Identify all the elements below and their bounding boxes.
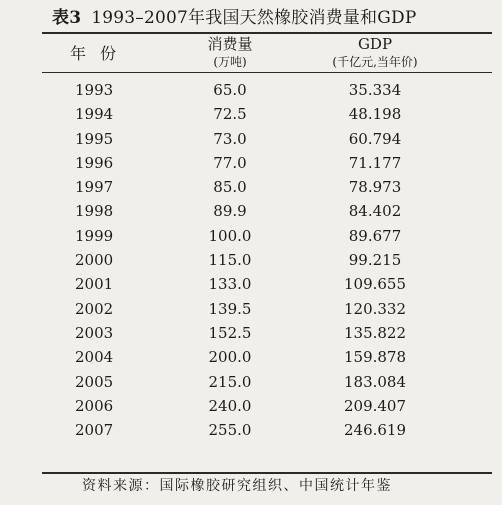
- cell-year: 1998: [75, 202, 114, 221]
- cell-gdp: 109.655: [343, 275, 407, 294]
- cell-gdp: 159.878: [343, 348, 407, 367]
- cell-consumption: 85.0: [213, 178, 247, 197]
- cell-gdp: 71.177: [348, 153, 402, 172]
- table-title: [52, 5, 492, 31]
- cell-year: 1999: [75, 226, 114, 245]
- cell-gdp: 99.215: [348, 251, 402, 270]
- header-consumption-label: 消费量: [207, 35, 253, 53]
- cell-consumption: 115.0: [208, 251, 252, 270]
- table-row: [0, 297, 502, 321]
- table-row: [0, 345, 502, 369]
- table-row: [0, 394, 502, 418]
- table-row: [0, 78, 502, 102]
- table-row: [0, 102, 502, 126]
- cell-year: 1996: [75, 153, 114, 172]
- cell-gdp: 120.332: [343, 299, 407, 318]
- table-body: [0, 78, 502, 442]
- cell-year: 1993: [75, 81, 114, 99]
- cell-gdp: 183.084: [343, 372, 407, 391]
- cell-consumption: 255.0: [208, 421, 252, 440]
- cell-year: 2002: [75, 299, 114, 318]
- header-gdp-unit: (千亿元,当年价): [332, 55, 418, 69]
- cell-year: 1994: [75, 105, 114, 124]
- header-gdp-label: GDP: [357, 35, 393, 53]
- cell-consumption: 73.0: [213, 129, 247, 148]
- cell-year: 2001: [75, 275, 114, 294]
- cell-gdp: 89.677: [348, 226, 402, 245]
- cell-year: 2006: [75, 396, 114, 415]
- cell-gdp: 78.973: [348, 178, 402, 197]
- cell-year: 2007: [75, 421, 114, 440]
- cell-consumption: 65.0: [213, 81, 247, 99]
- cell-gdp: 60.794: [348, 129, 402, 148]
- cell-gdp: 48.198: [348, 105, 402, 124]
- cell-gdp: 84.402: [348, 202, 402, 221]
- cell-year: 2000: [75, 251, 114, 270]
- table-row: [0, 418, 502, 442]
- cell-gdp: 209.407: [343, 396, 407, 415]
- cell-year: 2004: [75, 348, 114, 367]
- cell-year: 2005: [75, 372, 114, 391]
- header-gdp: [290, 34, 460, 72]
- cell-consumption: 89.9: [213, 202, 247, 221]
- cell-consumption: 152.5: [208, 323, 252, 342]
- table-row: [0, 199, 502, 223]
- table-row: [0, 127, 502, 151]
- table-row: [0, 272, 502, 296]
- cell-consumption: 139.5: [208, 299, 252, 318]
- table-title-text: 1993–2007年我国天然橡胶消费量和GDP: [91, 8, 417, 28]
- table-row: [0, 224, 502, 248]
- cell-year: 1997: [75, 178, 114, 197]
- cell-consumption: 200.0: [208, 348, 252, 367]
- header-consumption-unit: (万吨): [213, 55, 247, 69]
- cell-consumption: 100.0: [208, 226, 252, 245]
- header-year: 年份: [69, 44, 130, 63]
- table-row: [0, 248, 502, 272]
- header-rule: [42, 72, 492, 73]
- cell-gdp: 246.619: [343, 421, 407, 440]
- header-consumption: [180, 34, 280, 72]
- table-row: [0, 151, 502, 175]
- cell-consumption: 215.0: [208, 372, 252, 391]
- cell-gdp: 35.334: [348, 81, 402, 99]
- cell-consumption: 133.0: [208, 275, 252, 294]
- cell-consumption: 77.0: [213, 153, 247, 172]
- cell-consumption: 72.5: [213, 105, 247, 124]
- cell-gdp: 135.822: [343, 323, 407, 342]
- cell-year: 2003: [75, 323, 114, 342]
- cell-consumption: 240.0: [208, 396, 252, 415]
- table-row: [0, 321, 502, 345]
- table-row: [0, 175, 502, 199]
- table-label: 表3: [52, 8, 82, 28]
- cell-year: 1995: [75, 129, 114, 148]
- table-row: [0, 370, 502, 394]
- source-note: 资料来源：国际橡胶研究组织、中国统计年鉴: [82, 478, 392, 494]
